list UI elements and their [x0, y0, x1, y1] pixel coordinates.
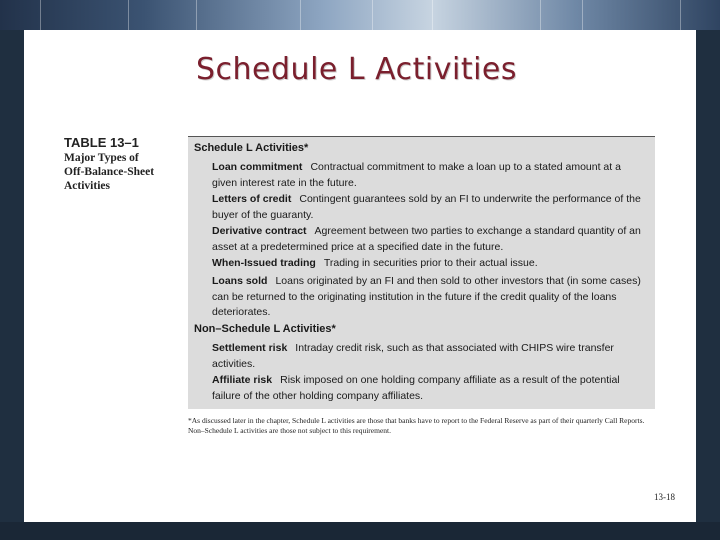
- table-caption: [64, 135, 184, 193]
- table-footnote: *As discussed later in the chapter, Schedule L activities are those that banks have to report to the Federal Reserve as part of their quarterly Call Reports. Non–Schedule L activities are those not subject to this requirement.: [188, 416, 645, 435]
- table-entry-when-issued-trading: [212, 256, 648, 272]
- table-subtitle-line: Major Types of: [64, 152, 139, 164]
- window-pane-divider: [680, 0, 681, 30]
- window-pane-divider: [540, 0, 541, 30]
- non-schedule-l-heading: Non–Schedule L Activities*: [194, 323, 336, 335]
- entry-definition: Agreement between two parties to exchange a standard quantity of an asset at a predetermined price at a specified date in the future.: [212, 225, 641, 253]
- entry-term: Letters of credit: [212, 193, 292, 205]
- window-pane-divider: [372, 0, 373, 30]
- slide-number: 13-18: [654, 492, 675, 502]
- table-entry-loans-sold: [212, 274, 648, 321]
- entry-definition: Intraday credit risk, such as that associated with CHIPS wire transfer activities.: [212, 342, 614, 370]
- entry-term: When-Issued trading: [212, 257, 316, 269]
- top-window-band: [0, 0, 720, 30]
- entry-term: Settlement risk: [212, 342, 288, 354]
- entry-definition: Contingent guarantees sold by an FI to underwrite the performance of the buyer of the guaranty.: [212, 193, 641, 221]
- entry-definition: Risk imposed on one holding company affiliate as a result of the potential failure of the other holding company affiliates.: [212, 374, 620, 402]
- entry-term: Loans sold: [212, 275, 268, 287]
- table-entry-loan-commitment: [212, 160, 648, 191]
- bottom-border: [0, 522, 720, 540]
- table-subtitle-line: Off-Balance-Sheet: [64, 166, 155, 178]
- table-entry-derivative-contract: [212, 224, 648, 255]
- window-pane-divider: [300, 0, 301, 30]
- slide: [24, 30, 696, 522]
- entry-definition: Loans originated by an FI and then sold to other investors that (in some cases) can be returned to the originating institution in the future if the credit quality of the loans deteriorates.: [212, 275, 641, 318]
- table-subtitle-line: Activities: [64, 180, 110, 192]
- window-pane-divider: [196, 0, 197, 30]
- window-pane-divider: [40, 0, 41, 30]
- schedule-l-heading: Schedule L Activities*: [194, 142, 309, 154]
- entry-term: Affiliate risk: [212, 374, 273, 386]
- entry-term: Loan commitment: [212, 161, 303, 173]
- entry-term: Derivative contract: [212, 225, 307, 237]
- slide-title: Schedule L Activities: [196, 52, 518, 87]
- activities-table: [188, 136, 655, 409]
- right-border: [696, 30, 720, 540]
- entry-definition: Trading in securities prior to their actual issue.: [323, 257, 538, 269]
- window-pane-divider: [432, 0, 433, 30]
- window-pane-divider: [582, 0, 583, 30]
- window-pane-divider: [128, 0, 129, 30]
- table-entry-affiliate-risk: [212, 373, 648, 404]
- entry-definition: Contractual commitment to make a loan up to a stated amount at a given interest rate in the future.: [212, 161, 621, 189]
- left-border: [0, 30, 24, 540]
- table-entry-letters-of-credit: [212, 192, 648, 223]
- table-entry-settlement-risk: [212, 341, 648, 372]
- table-number: TABLE 13–1: [64, 135, 139, 150]
